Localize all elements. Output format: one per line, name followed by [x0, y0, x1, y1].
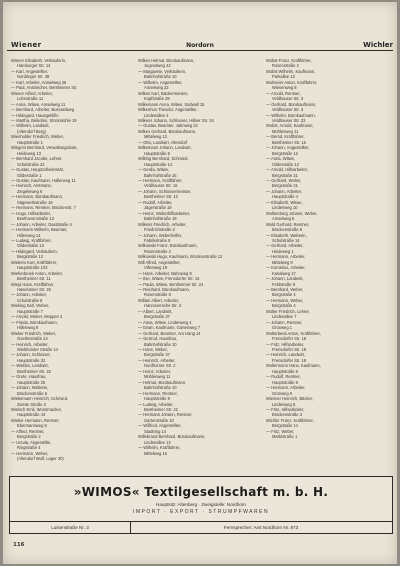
directory-entry: Gildestraße 13	[17, 243, 44, 249]
directory-entry: — Erwin, Kaufmann, Gartenweg 7	[138, 325, 201, 331]
directory-entry: — Heinrich, Landwirt,	[266, 352, 306, 358]
directory-entry: — Margarete, Verkäuferin,	[138, 68, 187, 74]
directory-entry: — Rudolf, Rentner,	[266, 374, 301, 380]
directory-entry: — Bernhard, Weber,	[266, 287, 304, 293]
directory-entry: Veldhauser Str. 16	[144, 183, 178, 189]
directory-entry: Schulstraße 22	[17, 161, 45, 167]
advertisement-address: Luisenstraße Nr. 3	[10, 522, 131, 533]
directory-entry: — Wilhelm, Landwirt,	[11, 123, 50, 129]
directory-entry: Hannoversche Str. 2	[144, 303, 182, 309]
directory-entry: Wolmeier Anton, Kraftfahrer,	[266, 79, 318, 85]
directory-entry: Wobst Wilhelm, Kaufmann,	[266, 68, 316, 74]
directory-entry: Lindenweg 8	[272, 401, 296, 407]
directory-entry: Grünweg 1	[272, 325, 293, 331]
directory-entry: Willebrand Bernhard, Bürokaufmann,	[138, 434, 206, 440]
directory-entry: Heideweg 1	[272, 248, 294, 254]
directory-entry: Wilkemann Johann, Landwirt,	[138, 145, 192, 151]
directory-entry: Wieking Karl, Weber,	[11, 303, 50, 309]
directory-entry: Hauptstraße 1	[17, 139, 43, 145]
directory-entry: Hillenweg 14	[17, 232, 41, 238]
directory-entry: Mittelweg 9	[272, 259, 293, 265]
directory-entry: Wolterbeek Anton, Kraftfahrer,	[266, 330, 321, 336]
directory-entry: — Heinrich, Arbeiter,	[138, 357, 176, 363]
directory-entry: Villenweg 19	[144, 265, 168, 271]
header-center: Nordorn	[186, 42, 214, 49]
directory-entry: Bahnhofstraße 10	[144, 341, 177, 347]
directory-entry: — Hugo, Hilfsarbeiter,	[11, 210, 52, 216]
directory-entry: — Heinrich, Amtmann,	[11, 183, 52, 189]
directory-entry: Ziegeleiweg 6	[17, 188, 43, 194]
directory-entry: Zweite Straße 3	[17, 401, 46, 407]
directory-entry: Goethestraße 22	[17, 336, 48, 342]
directory-entry: Wiesenweg 8	[272, 85, 297, 91]
directory-entry: — Fritz, Hilfsarbeiter,	[266, 341, 305, 347]
directory-entry: — Johann, Angestellter,	[266, 145, 310, 151]
directory-entry: — Hermann Johann, Rentner,	[138, 412, 193, 418]
directory-entry: — Johann, Schlosser,	[11, 352, 51, 358]
directory-entry: — Grete, Hausfrau,	[11, 374, 47, 380]
directory-entry: Bahnhofstraße 10	[144, 385, 177, 391]
directory-entry: — Otto, Landwirt, Altendorf	[138, 139, 188, 145]
directory-entry: Mühlenweg 11	[144, 374, 171, 380]
directory-entry: — Hermann, Bürokaufmann,	[11, 194, 64, 200]
directory-entry: Wilkemann Anna, Witwe, Südwall 15	[138, 101, 205, 107]
directory-entry: — Helmut, Bürokaufmann,	[138, 379, 187, 385]
directory-entry: — Heinz, Weberhilfsarbeiter,	[138, 210, 191, 216]
directory-entry: — Bernd, Kraftfahrer,	[266, 134, 305, 140]
directory-entry: Hauptstraße 103	[17, 265, 48, 271]
directory-entry: Bahnhofstraße 16	[144, 172, 177, 178]
directory-entry: Nordringer Str. 38	[17, 74, 50, 80]
directory-entry: — Arnold, Rentner,	[266, 90, 301, 96]
directory-entry: Rosenstraße 2	[272, 63, 299, 69]
directory-entry: — Rudolf, Arbeiter,	[138, 199, 173, 205]
directory-entry: — Gerda, Witwe,	[138, 167, 170, 173]
directory-entry: Bergstraße 37	[144, 314, 170, 320]
directory-entry: Wilkens Johann, Schlosser, Hillner Str. 34	[138, 117, 214, 123]
directory-entry: Bentheimer Str. 11	[17, 276, 51, 282]
directory-entry: Wiefenbroek Anton, Arbeiter,	[11, 270, 63, 276]
directory-entry: Hauptstraße 43	[17, 412, 46, 418]
directory-entry: — Hermann, Kraftfahrer,	[138, 177, 183, 183]
directory-entry: — Anna, Witwe,	[266, 156, 296, 162]
directory-entry: Bahnhofstraße 19	[144, 216, 177, 222]
directory-entry: Bentheimer Str. 12	[144, 194, 178, 200]
directory-entry: — Hermann, Arbeiter,	[266, 385, 306, 391]
directory-entry: Frensdorfer Str. 18	[272, 357, 307, 363]
directory-entry: Hauptstraße 7	[17, 308, 43, 314]
directory-entry: — Johann, Rentner,	[266, 319, 303, 325]
directory-entry: Lindenallee 13	[144, 439, 171, 445]
directory-entry: — Gustav, Hauptzollsekretär,	[11, 167, 64, 173]
directory-entry: — Gertrud, Hausfrau,	[138, 336, 178, 342]
directory-entry: — Johann, Landwirt,	[266, 276, 304, 282]
directory-entry: Bergstraße 12	[272, 150, 298, 156]
directory-entry: — Wilhelm, Kraftfahrer,	[138, 445, 181, 451]
directory-page	[3, 2, 397, 564]
advertisement-phone: Fernsprecher: Amt Nordhorn Nr. 873	[223, 525, 299, 530]
directory-entry: (Altendorf Wulf, Lager 30)	[17, 456, 64, 462]
directory-entry: Wiekemann Heinrich, Schmied,	[11, 396, 69, 402]
directory-entry: — Gerhard, Weber,	[266, 177, 302, 183]
directory-entry: — Gerhard, Bürokaufmann,	[266, 101, 317, 107]
directory-entry: — Wiebke, Landwirt,	[11, 363, 49, 369]
directory-entry: — Karl, Angestellter,	[11, 68, 49, 74]
directory-entry: — Heinrich, Arbeiter,	[11, 341, 49, 347]
directory-entry: — Wilfried, Angestellter,	[138, 423, 182, 429]
directory-entry: Nordhorner Str. 2	[144, 363, 176, 369]
directory-entry: Will Alfred, Angestellter,	[138, 259, 181, 265]
directory-entry: Wiener Alfred, Arbeiter,	[11, 90, 53, 96]
directory-entry: Hauptstraße 5	[144, 150, 170, 156]
directory-entry: — Bernhard Jacobe, Lehrer,	[11, 156, 63, 162]
directory-entry: Grünweg 9	[272, 390, 293, 396]
directory-entry: Feldstraße 9	[272, 281, 295, 287]
directory-entry: Hauptstraße 4	[272, 194, 298, 200]
directory-entry: Marktstraße 1	[272, 434, 298, 440]
directory-entry: — Gustav, Kaufmann, Hallerweg 11	[11, 177, 76, 183]
directory-entry: Bentheimer Str. 22	[17, 368, 51, 374]
directory-entry: Veldhauser Str. 3	[272, 107, 304, 113]
directory-entry: — Hermann, Rentner, Brückenstr. 7	[11, 205, 76, 211]
directory-entry: Veldhauser Str. 3	[272, 96, 304, 102]
directory-entry: Brückenstraße 5	[17, 390, 48, 396]
column-1	[11, 58, 129, 462]
directory-entry: Wiegers Bernhard, Verwaltungsbote,	[11, 145, 78, 151]
directory-entry: Schulstraße 14	[272, 237, 300, 243]
directory-entry: — Johann, Weberhelfer,	[138, 232, 183, 238]
directory-entry: Woltermann Hans, Kaufmann,	[266, 363, 321, 369]
directory-entry: Wilking Bernhard, Schmied,	[138, 156, 189, 162]
directory-entry: — Fritz, Weber,	[266, 428, 295, 434]
directory-entry: Gartenstraße 10	[144, 417, 174, 423]
directory-entry: — Johann, Arbeiter,	[266, 188, 302, 194]
directory-entry: — Martha, Beikofen, Stöckmühle 19	[11, 117, 77, 123]
directory-entry: Schulstraße 8	[17, 297, 43, 303]
directory-entry: Frensdorfer Str. 18	[272, 336, 307, 342]
directory-entry: — Kornelius, Arbeiter,	[266, 265, 306, 271]
directory-entry: — Hans, Arbeiter, Bahnweg 9	[138, 270, 192, 276]
directory-entry: Beethovenstraße 13	[17, 216, 54, 222]
directory-entry: Wolkenberg Johann, Weber,	[266, 210, 318, 216]
directory-entry: Hauptstraße 9	[144, 396, 170, 402]
directory-entry: — Ilse, Witwe, Frensdorfer Str. 16	[138, 276, 200, 282]
directory-entry: Bentheimer Str. 22	[144, 407, 178, 412]
directory-entry: Wilkes Helmut, Bürokaufmann,	[138, 58, 195, 63]
directory-entry: Bergstraße 4	[272, 303, 296, 309]
directory-entry: Lohnstraße 11	[17, 96, 44, 102]
directory-entry: Wobst, Arnold, Kaufmann,	[266, 123, 314, 129]
directory-entry: — Paul, Anstreicher, Bentheimer Str.	[11, 85, 78, 91]
directory-entry: Wiener Elisabeth, Verkäuferin,	[11, 58, 67, 63]
directory-entry: Wieker Hermann, Rentner,	[11, 417, 60, 423]
directory-entry: — Frieda, Bürokaufmann,	[11, 319, 58, 325]
directory-entry: Hauptstraße 25	[17, 379, 46, 385]
directory-entry: — Elisabeth, Witwe,	[266, 199, 303, 205]
directory-entry: — Hermann Wilhelm, Beamter,	[11, 227, 68, 233]
directory-entry: Wiesner Heinrich, Bäcker,	[266, 396, 314, 402]
directory-entry: Heideweg 13	[17, 150, 41, 156]
directory-entry: Wobst Franz, Kraftfahrer,	[266, 58, 312, 63]
directory-entry: Hamburger Str. 14	[17, 63, 51, 69]
directory-entry: — Bernhard, Arbeiter, Bussardweg	[11, 107, 75, 113]
directory-entry: Jugendweg 42	[144, 63, 171, 69]
directory-entry: — Hans, Weber,	[138, 347, 168, 353]
directory-entry: Ebermannweg 8	[17, 423, 47, 429]
directory-entry: Lindenweg 10	[272, 205, 298, 211]
directory-entry: — Elisabeth, Weberin,	[266, 232, 307, 238]
directory-entry: — Arnold, Weber, Meppen 2	[11, 314, 63, 320]
directory-entry: Bergstraße 21	[272, 183, 298, 189]
directory-entry: — Hermann, Arbeiter,	[266, 254, 306, 260]
directory-entry: Wieker Friedrich, Weber,	[11, 330, 56, 336]
directory-entry: — Alfred, Rentner,	[11, 428, 45, 434]
directory-entry: — Gerhard, Beamter, Am Hang 14	[138, 330, 201, 336]
directory-entry: — Hermann, Weber,	[266, 297, 304, 303]
page-number: 116	[13, 542, 25, 548]
advertisement-title: »WIMOS« Textilgesellschaft m. b. H.	[73, 485, 329, 499]
directory-entry: Bentheimer Str. 15	[272, 139, 306, 145]
directory-entry: Ringstraße 4	[17, 445, 41, 451]
directory-entry: — Johann, Arbeiter,	[11, 292, 47, 298]
directory-entry: — Heinz, Arbeiter,	[138, 368, 171, 374]
directory-entry: Wilkenhus Theodor, Angestellter,	[138, 107, 198, 113]
directory-entry: Gildestraße 1	[17, 172, 42, 178]
advertisement-footer	[10, 521, 392, 533]
header-right: Wichler	[363, 41, 393, 49]
directory-entry: Mittelweg 16	[144, 450, 167, 456]
directory-entry: — Fritz, Hilfsarbeiter,	[266, 407, 305, 412]
directory-entry: Wieja Hans, Kraftfahrer,	[11, 281, 55, 287]
directory-entry: Veldhauser Str. 33	[272, 117, 306, 123]
directory-entry: Fabrikstraße 8	[144, 237, 171, 243]
directory-entry: Bergstraße 14	[272, 423, 298, 429]
directory-entry: Wiekhorster Straße 14	[17, 347, 58, 353]
directory-entry: Wilkes Gerhard, Bürokaufmann,	[138, 128, 197, 134]
directory-entry: Wiebers Kurt, Kraftfahrer,	[11, 259, 58, 265]
directory-entry: — Wilhelm, Angestellter,	[138, 79, 183, 85]
directory-entry: Friedrichstraße 2	[144, 227, 175, 233]
directory-entry: Bahnhofstraße 10	[144, 74, 177, 80]
directory-entry: Brückenstraße 3	[272, 412, 303, 418]
directory-entry: Wold Gerhard, Rentner,	[266, 221, 310, 227]
directory-entry: Wichler Franz, Kraftfahrer,	[266, 417, 314, 423]
directory-entry: Rosenstraße 2	[144, 248, 171, 254]
directory-entry: (Altendorf Berg)	[17, 128, 46, 134]
directory-entry: Hauptstraße 32	[17, 357, 46, 363]
directory-entry: — Johann, Schlossermeister,	[138, 188, 192, 194]
directory-entry: — Paula, Witwe, Bentheimer Str. 24	[138, 281, 204, 287]
directory-entry: Bergstraße 4	[272, 292, 296, 298]
directory-entry: Wilkens Friedrich, Arbeiter,	[138, 221, 187, 227]
directory-entry: — Ursula, Angestellte,	[11, 439, 52, 445]
running-header	[7, 36, 393, 51]
directory-entry: — Anna, Witwe, Lindenweg 4	[138, 319, 192, 325]
advertisement-box	[9, 476, 393, 534]
directory-entry: Jägerstraße 19	[144, 205, 172, 211]
directory-entry: Wolter Friedrich, Lehrer,	[266, 308, 310, 314]
directory-entry: Bergstraße 21	[272, 172, 298, 178]
directory-entry: Wilkowski Hugo, Kaufmann, Brückenstraße 12	[138, 254, 223, 260]
directory-entry: Rosenstraße 8	[144, 292, 171, 298]
directory-entry: Amselweg 6	[272, 216, 295, 222]
directory-entry: Brückenstraße 8	[272, 227, 303, 233]
directory-entry: Wilken Karl, Bäckermeister,	[138, 90, 189, 96]
directory-entry: Bergstraße 37	[144, 352, 170, 358]
directory-entry: Parkallee 13	[272, 74, 295, 80]
directory-entry: — Ludwig, Kraftfahrer,	[11, 237, 52, 243]
directory-entry: Willam Albert, Arbeiter,	[138, 297, 180, 303]
directory-entry: Sägewerkstraße 18	[17, 199, 53, 205]
directory-entry: Stadtring 14	[144, 428, 167, 434]
advertisement-subline: Hauptsitz: Altenberg · Zweigstelle: Nordhorn	[156, 502, 246, 507]
directory-entry: Bergstraße 2	[17, 434, 41, 440]
directory-entry: — Reinhard, Bürokaufmann,	[138, 287, 190, 293]
directory-entry: Frensdorfer Str. 18	[272, 347, 307, 353]
directory-entry: Mittelweg 12	[144, 134, 167, 140]
directory-entry: — Karl, Arbeiter, Amselweg 26	[11, 79, 67, 85]
directory-entry: Haselünner Str. 26	[17, 287, 51, 293]
directory-entry: Hillenweg 8	[17, 325, 39, 331]
directory-entry: — Albert, Landwirt,	[138, 308, 173, 314]
directory-entry: — Hermann, Rentner,	[138, 390, 178, 396]
advertisement-tagline: IMPORT · EXPORT · STRUMPFWAREN	[132, 509, 270, 515]
directory-entry: Mühlenweg 11	[272, 128, 299, 134]
directory-entry: Kopfstraße 28	[144, 96, 170, 102]
directory-entry: — Johann, Weberei,	[11, 385, 49, 391]
directory-entry: Gildestraße 12	[272, 161, 299, 167]
directory-entry: — Johann, Arbeiter, Gaststraße 4	[11, 221, 72, 227]
directory-entry: — Hildegard, Hausgehilfin	[11, 112, 59, 118]
header-left: Wiener	[11, 41, 42, 49]
column-2	[138, 58, 256, 456]
directory-entry: — Anna, Witwe, Amselweg 11	[11, 101, 66, 107]
directory-entry: Wienholder Friedrich, Weber,	[11, 134, 64, 140]
directory-entry: Hauptstraße 14	[144, 161, 173, 167]
directory-entry: — Ludwig, Arbeiter,	[138, 401, 174, 407]
directory-entry: Lindenallee 2	[144, 112, 169, 118]
directory-entry: — Wilhelm, Bürokaufmann,	[266, 112, 316, 118]
directory-entry: — Arnold, Hilfsarbeiter,	[266, 167, 308, 173]
directory-entry: — Hermann, Weber,	[11, 450, 49, 456]
directory-entry: Kanalweg 17	[272, 270, 296, 276]
directory-entry: — Gerhard, Arbeiter,	[266, 243, 304, 249]
directory-entry: — Gustav, Beamter, Jahnweg 22	[138, 123, 198, 129]
directory-entry: Hauptstraße 9	[272, 379, 298, 385]
directory-entry: Hauptstraße 9	[272, 368, 298, 374]
directory-entry: — Hildegard, Verkäuferin,	[11, 248, 58, 254]
directory-entry: Wilkowski Franz, Bürokaufmann,	[138, 243, 198, 249]
directory-entry: Wielsch Emil, Wurstmacher,	[11, 407, 62, 412]
column-3	[266, 58, 384, 440]
directory-entry: Bergstraße 13	[17, 254, 43, 260]
directory-entry: Amselweg 22	[144, 85, 169, 91]
directory-entry: Lindenallee 7	[272, 314, 297, 320]
